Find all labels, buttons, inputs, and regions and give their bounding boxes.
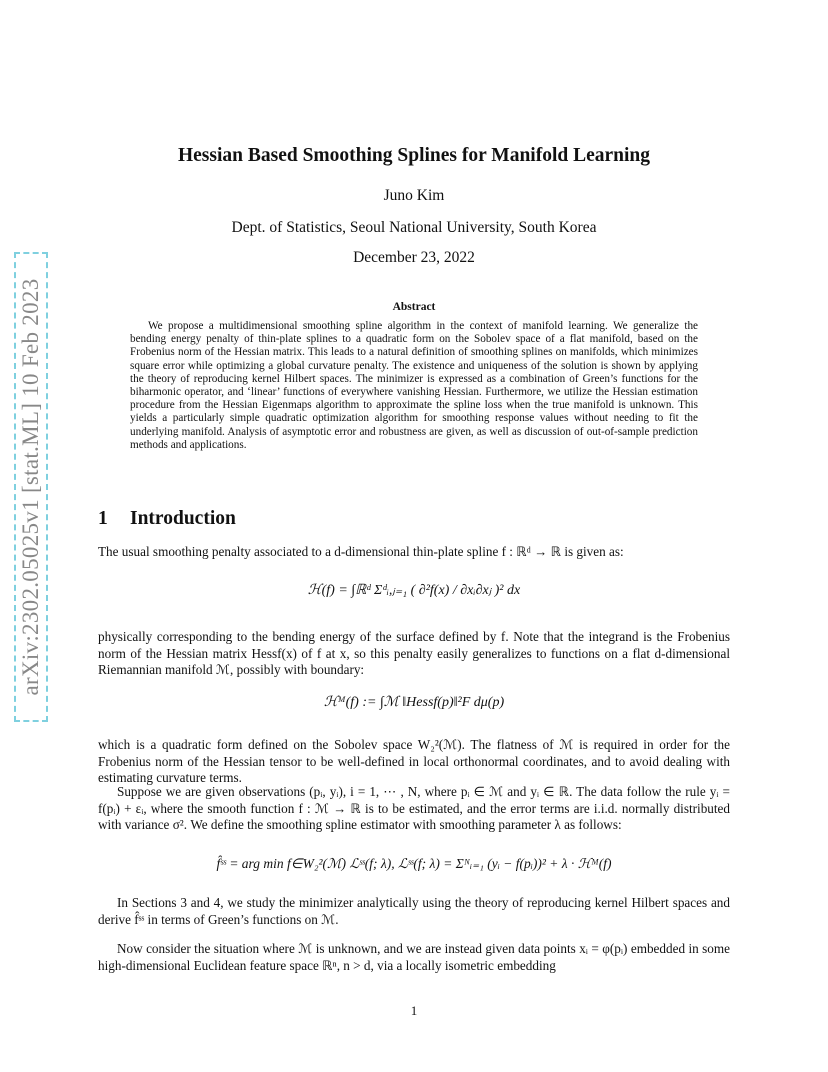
author-name: Juno Kim bbox=[383, 187, 445, 204]
paragraph-sobolev: which is a quadratic form defined on the Sobolev space W₂²(ℳ). The flatness of ℳ is required in order for the Frobenius norm of the Hessian tensor to be well-defined in local orthonormal coordinates, and to avoid dealing with estimating curvature terms. bbox=[98, 737, 730, 785]
paragraph-bending-energy: physically corresponding to the bending energy of the surface defined by f. Note that the integrand is the Frobenius norm of the Hessian matrix Hessf(x) of f at x, so this penalty easily generalizes to functions on a flat d-dimensional Riemannian manifold ℳ, possibly with boundary: bbox=[98, 629, 730, 677]
arxiv-identifier: arXiv:2302.05025v1 [stat.ML] 10 Feb 2023 bbox=[18, 278, 43, 696]
section-heading bbox=[98, 508, 236, 530]
abstract-heading: Abstract bbox=[392, 301, 436, 313]
paragraph-observations: Suppose we are given observations (pᵢ, yᵢ), i = 1, ⋯ , N, where pᵢ ∈ ℳ and yᵢ ∈ ℝ. The data follow the rule yᵢ = f(pᵢ) + εᵢ, where the smooth function f : ℳ → ℝ is to be estimated, and the error terms are i.i.d. normally distributed with variance σ². We define the smoothing spline estimator with smoothing parameter λ as follows: bbox=[98, 784, 730, 832]
section-title: Introduction bbox=[130, 508, 236, 529]
paragraph-intro: The usual smoothing penalty associated to a d-dimensional thin-plate spline f : ℝᵈ → ℝ is given as: bbox=[98, 544, 624, 559]
author-affiliation: Dept. of Statistics, Seoul National University, South Korea bbox=[231, 219, 597, 236]
section-number: 1 bbox=[98, 508, 108, 529]
equation-manifold-penalty: ℋᴹ(f) := ∫ℳ ‖Hessf(p)‖²F dμ(p) bbox=[323, 695, 505, 710]
paragraph-rkhs: In Sections 3 and 4, we study the minimizer analytically using the theory of reproducing kernel Hilbert spaces and derive f̂ˢˢ in terms of Green’s functions on ℳ. bbox=[98, 895, 730, 927]
page-number: 1 bbox=[410, 1003, 418, 1018]
equation-thin-plate-penalty: ℋ(f) = ∫ℝᵈ Σᵈᵢ,ⱼ₌₁ ( ∂²f(x) / ∂xᵢ∂xⱼ )² dx bbox=[307, 583, 521, 598]
paper-title: Hessian Based Smoothing Splines for Manifold Learning bbox=[177, 145, 651, 166]
equation-spline-estimator: f̂ˢˢ = arg min f∈W₂²(ℳ) ℒˢˢ(f; λ), ℒˢˢ(f; λ) = Σᴺᵢ₌₁ (yᵢ − f(pᵢ))² + λ · ℋᴹ(f) bbox=[216, 856, 612, 871]
abstract-text: We propose a multidimensional smoothing spline algorithm in the context of manifold learning. We generalize the bending energy penalty of thin-plate splines to a quadratic form on the Sobolev space of a flat manifold, based on the Frobenius norm of the Hessian matrix. This leads to a natural definition of smoothing splines on manifolds, which minimizes square error while optimizing a global curvature penalty. The existence and uniqueness of the solution is shown by applying the theory of reproducing kernel Hilbert spaces. The minimizer is expressed as a combination of Green’s functions for the biharmonic operator, and ‘linear’ functions of everywhere vanishing Hessian. Furthermore, we utilize the Hessian estimation procedure from the Hessian Eigenmaps algorithm to approximate the spline loss when the true manifold is unknown. This yields a particularly simple quadratic optimization algorithm for smoothing response values without needing to fit the underlying manifold. Analysis of asymptotic error and robustness are given, as well as discussion of out-of-sample prediction methods and applications. bbox=[130, 320, 698, 451]
paper-date: December 23, 2022 bbox=[353, 249, 475, 266]
arxiv-sidebar-stamp bbox=[14, 252, 48, 722]
paragraph-unknown-manifold: Now consider the situation where ℳ is unknown, and we are instead given data points xᵢ = φ(pᵢ) embedded in some high-dimensional Euclidean feature space ℝⁿ, n > d, via a locally isometric embedding bbox=[98, 941, 730, 973]
